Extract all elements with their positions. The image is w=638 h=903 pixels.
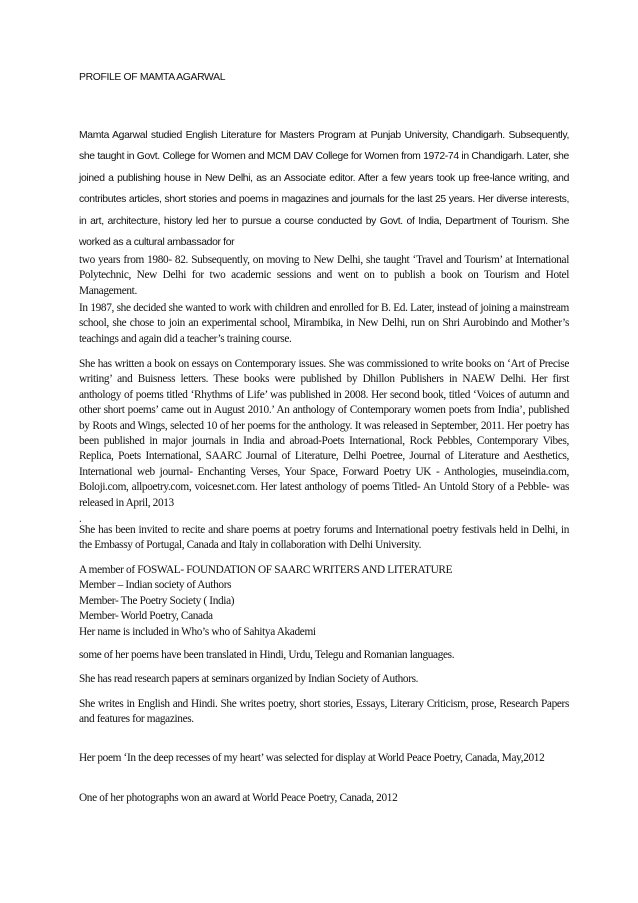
paragraph-education: In 1987, she decided she wanted to work with children and enrolled for B. Ed. Later, instead of joining a mainstream school, she chose to join an experimental school, Mirambika, in New Delhi, run on Shri Aurobindo and Mother’s teachings and again did a teacher’s training course. [79,302,569,345]
paragraph-translations: some of her poems have been translated in Hindi, Urdu, Telegu and Romanian languages. [79,649,455,661]
paragraph-photograph-award: One of her photographs won an award at World Peace Poetry, Canada, 2012 [79,792,398,804]
paragraph-poetry-forums: She has been invited to recite and share poems at poetry forums and International poetry festivals held in Delhi, in the Embassy of Portugal, Canada and Italy in collaboration with Delhi University. [79,524,569,552]
separator-dot: . [79,513,82,525]
membership-item: Member – Indian society of Authors [79,579,232,592]
paragraph-publications: She has written a book on essays on Contemporary issues. She was commissioned to write books on ‘Art of Precise writing’ and Buisness letters. These books were published by Dhillon Publishers in NAEW Delhi. Her first anthology of poems titled ‘Rhythms of Life’ was published in 2008. Her second book, titled ‘Voices of autumn and other short poems’ came out in August 2010.’ An anthology of Contemporary women poets from India’, published by Roots and Wings, selected 10 of her poems for the anthology. It was released in September, 2011. Her poetry has been published in major journals in India and abroad-Poets International, Rock Pebbles, Contemporary Vibes, Replica, Poets International, SAARC Journal of Literature, Delhi Poetree, Journal of Literature and Aesthetics, International web journal- Enchanting Verses, Your Space, Forward Poetry UK - Anthologies, museindia.com, Boloji.com, allpoetry.com, voicesnet.com. Her latest anthology of poems Titled- An Untold Story of a Pebble- was released in April, 2013 [79,358,569,509]
intro-paragraph: Mamta Agarwal studied English Literature for Masters Program at Punjab University, Chandigarh. Subsequently, she taught in Govt. College for Women and MCM DAV College for Women from 1972-74 in Chandigarh. Later, she joined a publishing house in New Delhi, as an Associate editor. After a few years took up free-lance writing, and contributes articles, short stories and poems in magazines and journals for the last 25 years. Her diverse interests, in art, architecture, history led her to pursue a course conducted by Govt. of India, Department of Tourism. She worked as a cultural ambassador for [79,130,569,249]
paragraph-research-papers: She has read research papers at seminars organized by Indian Society of Authors. [79,673,419,685]
membership-item: Member- The Poetry Society ( India) [79,594,235,607]
document-title: PROFILE OF MAMTA AGARWAL [79,72,226,83]
membership-list [79,563,569,640]
paragraph-writing-genres: She writes in English and Hindi. She writes poetry, short stories, Essays, Literary Criticism, prose, Research Papers and features for magazines. [79,698,569,726]
membership-item: Her name is included in Who’s who of Sahitya Akademi [79,625,316,638]
membership-item: Member- World Poetry, Canada [79,610,213,623]
paragraph-travel-tourism: two years from 1980- 82. Subsequently, on moving to New Delhi, she taught ‘Travel and Tourism’ at International Polytechnic, New Delhi for two academic sessions and went on to publish a book on Tourism and Hotel Management. [79,254,569,297]
membership-item: A member of FOSWAL- FOUNDATION OF SAARC WRITERS AND LITERATURE [79,564,453,576]
paragraph-poem-display: Her poem ‘In the deep recesses of my heart’ was selected for display at World Peace Poetry, Canada, May,2012 [79,752,545,764]
